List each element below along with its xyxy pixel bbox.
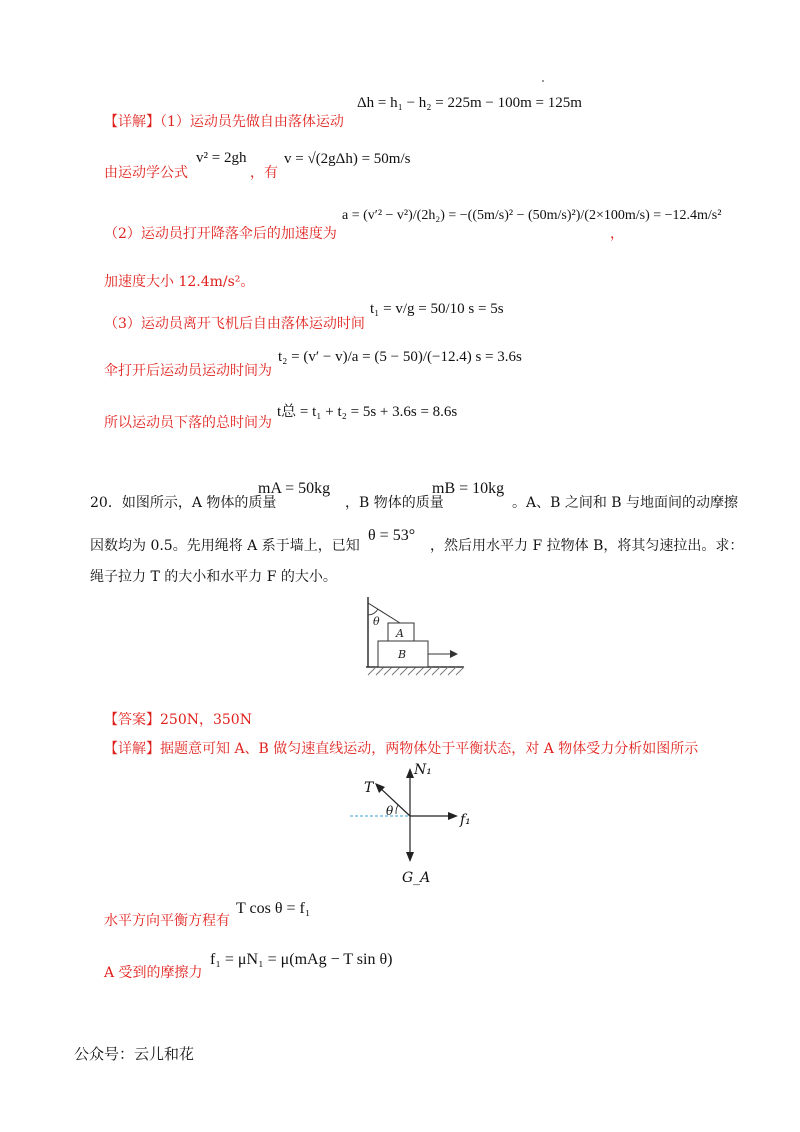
tension-line: [378, 786, 410, 816]
friction-line-text: A 受到的摩擦力: [104, 965, 203, 981]
equation-friction: f₁ = μN₁ = μ(mAg − T sin θ): [210, 951, 393, 968]
q-line2-b: ，然后用水平力 F 拉物体 B，将其匀速拉出。求：: [430, 538, 744, 554]
eq3-tail: ，: [610, 226, 624, 242]
question-line-1: [90, 492, 276, 512]
step3-line: （3）运动员离开飞机后自由落体运动时间: [104, 316, 365, 332]
detail-tag-2: 【详解】: [104, 741, 160, 757]
answer-tag: 【答案】: [104, 712, 160, 728]
ground-hatching: [368, 667, 464, 675]
equation-total: t总 = t₁ + t₂ = 5s + 3.6s = 8.6s: [277, 404, 458, 420]
theta-arc-2: [396, 805, 398, 814]
normal-force-head: [406, 768, 414, 778]
q-line2-a: 因数均为 0.5。先用绳将 A 系于墙上，已知: [90, 538, 360, 554]
force-diagram: [350, 758, 480, 890]
answer-value: 250N，350N: [160, 712, 252, 728]
mass-b: mB = 10kg: [432, 480, 505, 497]
accel-magnitude: 加速度大小 12.4m/s²。: [104, 274, 255, 290]
equation-horizontal: T cos θ = f₁: [236, 900, 311, 917]
normal-label: N₁: [414, 762, 432, 778]
t2-line: 伞打开后运动员运动时间为: [104, 363, 272, 379]
q-line1-c: 。A、B 之间和 B 与地面间的动摩擦: [512, 495, 739, 511]
q-line1-a: 如图所示，A 物体的质量: [121, 495, 277, 511]
equation-t2: t₂ = (v′ − v)/a = (5 − 50)/(−12.4) s = 3.6s: [278, 349, 522, 365]
total-line: 所以运动员下落的总时间为: [104, 415, 272, 431]
gravity-head: [406, 852, 414, 862]
equation-t1: t₁ = v/g = 50/10 s = 5s: [370, 301, 504, 317]
answer-line: [104, 709, 252, 729]
step1-text: （1）运动员先做自由落体运动: [160, 114, 344, 130]
comma-you: ，有: [250, 165, 278, 181]
blocks-figure: [360, 595, 470, 677]
figure-theta-label: θ: [373, 615, 380, 628]
step2-line: （2）运动员打开降落伞后的加速度为: [104, 226, 337, 242]
answer-detail-line: [104, 738, 698, 758]
horizontal-eq-line: 水平方向平衡方程有: [104, 913, 230, 929]
equation-v-squared: v² = 2gh: [196, 150, 247, 166]
mass-a: mA = 50kg: [258, 480, 331, 497]
detail-tag-1: 【详解】: [104, 114, 160, 130]
scan-dot: [542, 80, 544, 82]
equation-delta-h: Δh = h₁ − h₂ = 225m − 100m = 125m: [357, 95, 582, 111]
friction-head: [448, 812, 458, 820]
equation-acceleration: a = (v′² − v²)/(2h₂) = −((5m/s)² − (50m/s)²)/(2×100m/s) = −12.4m/s²: [342, 208, 722, 223]
footer-wechat: 公众号：云儿和花: [74, 1045, 195, 1063]
pull-arrow-head: [450, 650, 458, 658]
q-line1-b: ，B 物体的质量: [345, 495, 444, 511]
kinematics-text: 由运动学公式: [104, 165, 188, 181]
question-number: 20．: [90, 495, 122, 511]
gravity-label: G_A: [402, 870, 431, 886]
q-line3: 绳子拉力 T 的大小和水平力 F 的大小。: [90, 569, 337, 585]
equation-v: v = √(2gΔh) = 50m/s: [284, 151, 411, 167]
block-a-label: A: [396, 627, 404, 640]
theta-value: θ = 53°: [368, 527, 416, 544]
kinematics-line: [104, 162, 188, 182]
theta-label-2: θ: [386, 804, 394, 818]
friction-label: f₁: [460, 812, 471, 828]
step1-line: [104, 111, 344, 131]
tension-label: T: [364, 780, 374, 796]
block-b-label: B: [398, 648, 407, 661]
detail-text: 据题意可知 A、B 做匀速直线运动，两物体处于平衡状态，对 A 物体受力分析如图所示: [160, 741, 699, 757]
